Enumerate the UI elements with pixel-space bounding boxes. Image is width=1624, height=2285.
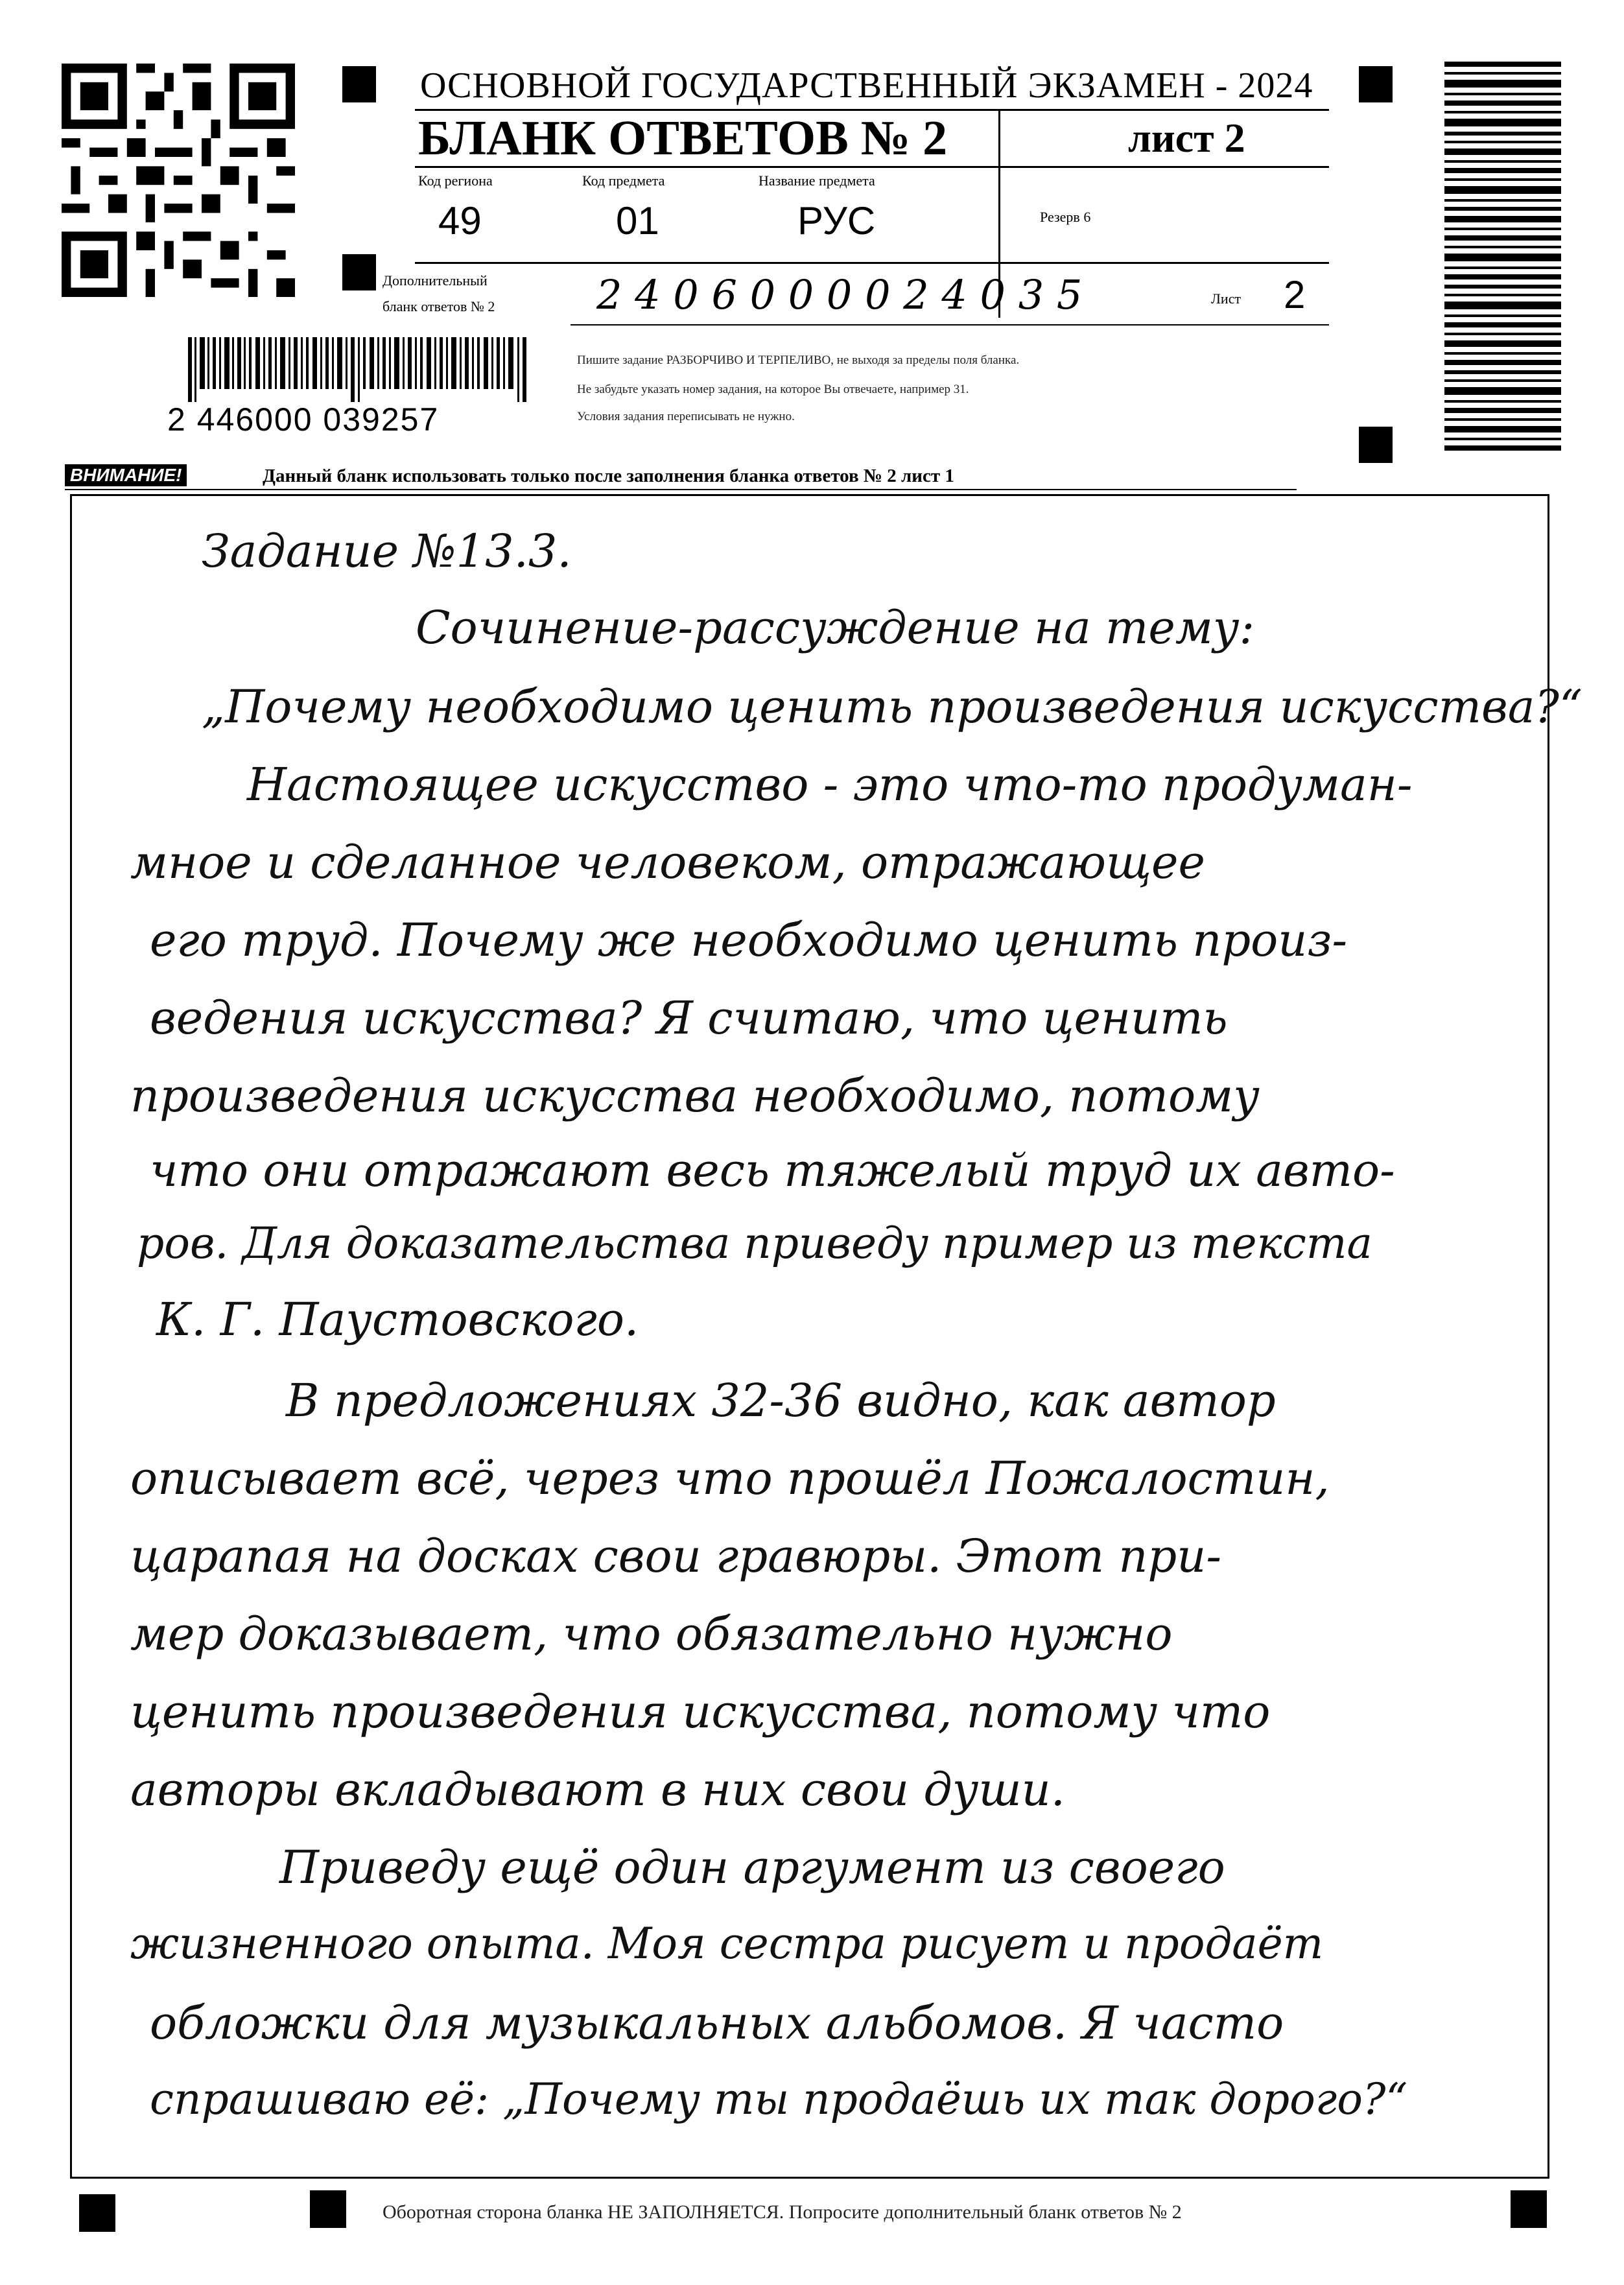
footer-text: Оборотная сторона бланка НЕ ЗАПОЛНЯЕТСЯ. Попросите дополнительный бланк ответов № 2 <box>382 2201 1182 2223</box>
essay-line: мер доказывает, что обязательно нужно <box>130 1607 1173 1661</box>
sheet-label: лист 2 <box>1128 115 1245 161</box>
extra-form-number: 2 4 0 6 0 0 0 0 2 4 0 3 5 <box>596 271 1083 318</box>
notice-rule <box>65 489 1297 490</box>
extra-form-label: бланк ответов № 2 <box>382 298 495 314</box>
qr-code-icon <box>62 64 295 297</box>
list-number: 2 <box>1284 273 1306 316</box>
essay-line: царапая на досках свои гравюры. Этот при- <box>130 1530 1221 1583</box>
reserve-label: Резерв 6 <box>1040 209 1091 225</box>
essay-line: Задание №13.3. <box>202 525 572 578</box>
essay-line: его труд. Почему же необходимо ценить произ- <box>150 914 1348 967</box>
essay-line: мное и сделанное человеком, отражающее <box>130 836 1205 889</box>
instruction-line: Условия задания переписывать не нужно. <box>577 410 795 423</box>
region-code-label: Код региона <box>418 172 493 189</box>
form-title: БЛАНК ОТВЕТОВ № 2 <box>418 111 948 165</box>
essay-line: „Почему необходимо ценить произведения искусства?“ <box>202 680 1583 733</box>
subject-code: 01 <box>616 199 659 243</box>
notice-badge: ВНИМАНИЕ! <box>65 464 187 486</box>
answer-field[interactable] <box>70 494 1583 2179</box>
instruction-line: Пишите задание РАЗБОРЧИВО И ТЕРПЕЛИВО, не выходя за пределы поля бланка. <box>577 353 1020 367</box>
essay-line: описывает всё, через что прошёл Пожалостин, <box>130 1452 1330 1505</box>
header-rule <box>415 262 1329 264</box>
essay-line: Сочинение-рассуждение на тему: <box>416 601 1255 654</box>
instruction-line: Не забудьте указать номер задания, на которое Вы отвечаете, например 31. <box>577 383 969 396</box>
essay-line: ров. Для доказательства приведу пример из текста <box>137 1218 1372 1268</box>
essay-line: ведения искусства? Я считаю, что ценить <box>150 991 1228 1045</box>
essay-line: обложки для музыкальных альбомов. Я часто <box>150 1996 1284 2050</box>
barcode-number: 2 446000 039257 <box>167 401 440 438</box>
registration-marker <box>342 66 376 102</box>
essay-line: спрашиваю её: „Почему ты продаёшь их так дорого?“ <box>150 2074 1408 2124</box>
extra-form-label: Дополнительный <box>382 272 488 289</box>
essay-line: В предложениях 32-36 видно, как автор <box>286 1374 1276 1427</box>
header-rule <box>415 166 1329 168</box>
registration-marker <box>310 2190 346 2228</box>
subject-name: РУС <box>797 199 876 243</box>
barcode-icon <box>188 337 532 402</box>
region-code: 49 <box>438 199 482 243</box>
essay-line: жизненного опыта. Моя сестра рисует и продаёт <box>130 1919 1324 1969</box>
essay-line: что они отражают весь тяжелый труд их авто- <box>150 1144 1395 1197</box>
essay-line: произведения искусства необходимо, потому <box>130 1069 1260 1122</box>
subject-name-label: Название предмета <box>759 172 875 189</box>
exam-title: ОСНОВНОЙ ГОСУДАРСТВЕННЫЙ ЭКЗАМЕН - 2024 <box>420 65 1313 106</box>
essay-line: ценить произведения искусства, потому что <box>130 1685 1271 1738</box>
notice-text: Данный бланк использовать только после заполнения бланка ответов № 2 лист 1 <box>263 466 954 486</box>
registration-marker <box>1511 2190 1547 2228</box>
vertical-barcode-icon <box>1444 62 1561 451</box>
registration-marker <box>79 2194 115 2232</box>
header-rule <box>571 324 1329 326</box>
registration-marker <box>342 254 376 290</box>
list-label: Лист <box>1211 290 1242 307</box>
registration-marker <box>1359 427 1393 463</box>
essay-line: авторы вкладывают в них свои души. <box>130 1763 1065 1816</box>
essay-line: Приведу ещё один аргумент из своего <box>279 1841 1225 1894</box>
registration-marker <box>1359 66 1393 102</box>
subject-code-label: Код предмета <box>582 172 665 189</box>
essay-line: К. Г. Паустовского. <box>156 1293 639 1346</box>
essay-line: Настоящее искусство - это что-то продуман- <box>247 758 1413 811</box>
